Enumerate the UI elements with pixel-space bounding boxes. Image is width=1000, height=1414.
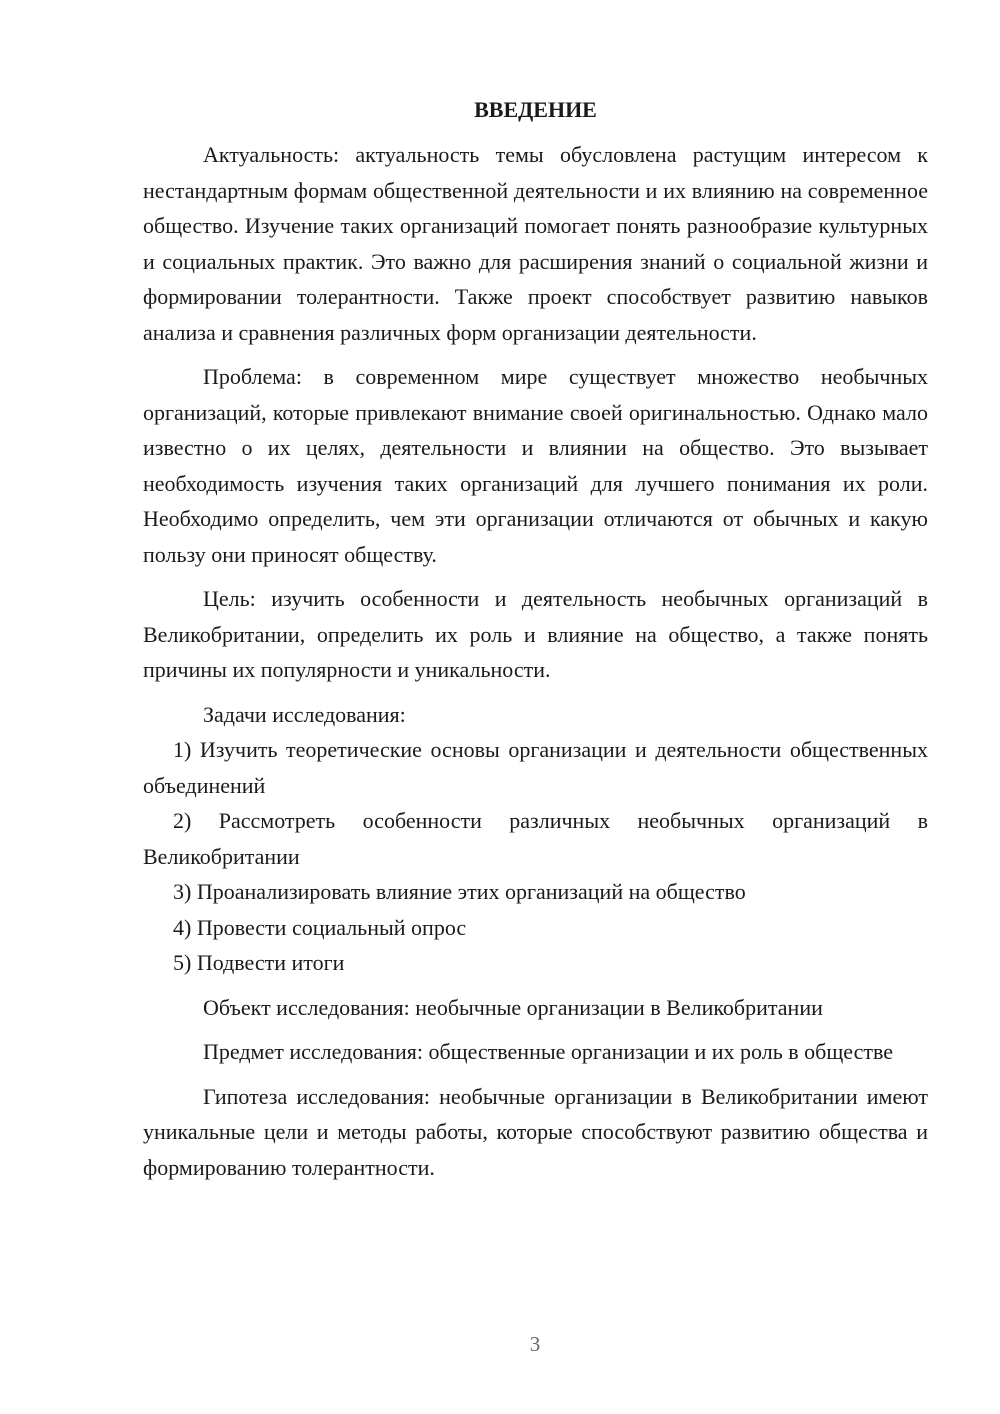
- subject-paragraph: Предмет исследования: общественные организации и их роль в обществе: [203, 1039, 894, 1064]
- tasks-heading: Задачи исследования:: [203, 701, 406, 727]
- page-title: ВВЕДЕНИЕ: [474, 97, 597, 122]
- list-item: 5) Подвести итоги: [173, 950, 345, 975]
- hypothesis-paragraph: Гипотеза исследования: необычные организации в Великобритании имеют уникальные цели и методы работы, которые способствуют развитию общества и формированию толерантности.: [143, 1083, 928, 1180]
- object-paragraph: Объект исследования: необычные организации в Великобритании: [203, 994, 823, 1020]
- tasks-list: [143, 732, 928, 981]
- list-item: 4) Провести социальный опрос: [173, 914, 467, 940]
- list-item: 1) Изучить теоретические основы организации и деятельности общественных объединений: [143, 737, 928, 798]
- goal-paragraph: Цель: изучить особенности и деятельность необычных организаций в Великобритании, определить их роль и влияние на общество, а также понять причины их популярности и уникальности.: [143, 586, 928, 682]
- relevance-paragraph: Актуальность: актуальность темы обусловлена растущим интересом к нестандартным формам общественной деятельности и их влиянию на современное общество. Изучение таких организаций помогает понять разнообразие культурных и социальных практик. Это важно для расширения знаний о социальной жизни и формировании толерантности. Также проект способствует развитию навыков анализа и сравнения различных форм организации деятельности.: [143, 142, 928, 345]
- page-number: 3: [529, 1332, 541, 1356]
- document-page: [143, 94, 928, 1185]
- list-item: 2) Рассмотреть особенности различных необычных организаций в Великобритании: [143, 808, 928, 869]
- list-item: 3) Проанализировать влияние этих организаций на общество: [173, 879, 746, 904]
- problem-paragraph: Проблема: в современном мире существует множество необычных организаций, которые привлекают внимание своей оригинальностью. Однако мало известно о их целях, деятельности и влиянии на общество. Это вызывает необходимость изучения таких организаций для лучшего понимания их роли. Необходимо определить, чем эти организации отличаются от обычных и какую пользу они приносят обществу.: [143, 364, 928, 567]
